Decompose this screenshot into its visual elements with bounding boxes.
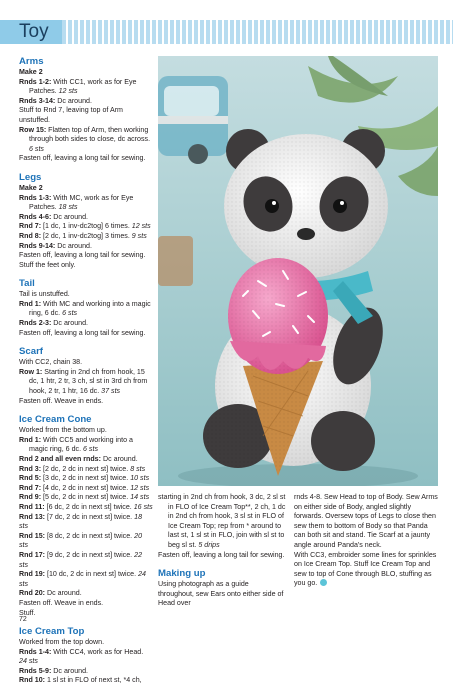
pattern-line bbox=[19, 589, 153, 599]
text-run: [3 dc, 2 dc in next st] twice. bbox=[41, 474, 131, 483]
text-run: Rnd 15: bbox=[19, 531, 46, 540]
text-run: Dc around. bbox=[51, 212, 88, 221]
text-run: Flatten top of Arm, then working through both sides to close, dc across. bbox=[29, 125, 151, 144]
text-run: [5 dc, 2 dc in next st] twice. bbox=[41, 493, 131, 502]
pattern-line bbox=[19, 106, 153, 125]
pattern-line bbox=[19, 551, 153, 570]
pattern-line bbox=[19, 368, 153, 397]
pattern-line bbox=[19, 455, 153, 465]
text-run: [10 dc, 2 dc in next st] twice. bbox=[45, 570, 139, 579]
pattern-line bbox=[19, 232, 153, 242]
text-run: 22 sts bbox=[19, 550, 143, 569]
text-run: Rnd 7: bbox=[19, 483, 42, 492]
text-run: Rnd 1: bbox=[19, 299, 42, 308]
pattern-line bbox=[19, 493, 153, 503]
text-run: Rnd 3: bbox=[19, 464, 42, 473]
text-run: Dc around. bbox=[55, 241, 92, 250]
text-run: 20 sts bbox=[19, 531, 143, 550]
pattern-line bbox=[19, 503, 153, 513]
text-run: 24 sts bbox=[19, 657, 38, 666]
section-heading: Legs bbox=[19, 171, 42, 183]
pattern-line bbox=[19, 436, 153, 455]
text-run: rnds 4-8. Sew Head to top of Body. Sew Arms on either side of Body, angled slightly forwards. Oversew tops of Legs to close then sew them to bottom of Body so that Panda can both sit and stand. Tie Scarf at a jaunty angle around Panda's neck. bbox=[294, 493, 438, 549]
text-run: Rnd 20: bbox=[19, 589, 46, 598]
text-run: Tail is unstuffed. bbox=[19, 290, 70, 299]
pattern-line bbox=[19, 251, 153, 261]
pattern-line bbox=[294, 551, 438, 589]
text-run: Starting in 2nd ch from hook, 15 dc, 1 htr, 2 tr, 3 ch, sl st in 3rd ch from hook, 2 tr, 1 htr, 16 dc. bbox=[29, 367, 148, 396]
text-run: [1 dc, 1 inv-dc2tog] 6 times. bbox=[41, 222, 132, 231]
text-run: Make 2 bbox=[19, 68, 43, 76]
text-run: Fasten off, leaving a long tail for sewing. bbox=[19, 154, 146, 163]
section-heading: Ice Cream Cone bbox=[19, 414, 92, 426]
text-run: Dc around. bbox=[101, 455, 138, 463]
text-run: With CC5 and working into a magic ring, 6 dc. bbox=[29, 435, 133, 454]
pattern-line bbox=[19, 609, 153, 619]
pattern-line bbox=[19, 329, 153, 339]
pattern-line bbox=[19, 213, 153, 223]
text-run: [7 dc, 2 dc in next st] twice. bbox=[45, 512, 135, 521]
text-run: Rnd 7: bbox=[19, 222, 42, 231]
page-number: 72 bbox=[19, 616, 27, 623]
text-run: Dc around. bbox=[51, 666, 88, 675]
text-run: [2 dc, 1 inv-dc2tog] 3 times. bbox=[41, 231, 132, 240]
pattern-line bbox=[19, 426, 153, 436]
header-title-box bbox=[0, 20, 62, 44]
pattern-line bbox=[19, 242, 153, 252]
text-run: With CC4, work as for Head. bbox=[51, 647, 144, 656]
text-run: With CC2, chain 38. bbox=[19, 358, 83, 367]
pattern-line bbox=[19, 358, 153, 368]
text-run: 10 sts bbox=[130, 474, 150, 483]
text-run: Rnd 9: bbox=[19, 493, 42, 502]
text-run: 6 sts bbox=[29, 144, 44, 153]
pattern-line bbox=[19, 97, 153, 107]
text-run: 6 sts bbox=[83, 445, 98, 454]
text-run: Dc around. bbox=[45, 589, 82, 598]
text-run: Stuff the feet only. bbox=[19, 260, 76, 269]
text-run: Rnd 13: bbox=[19, 512, 46, 521]
section-heading: Making up bbox=[158, 568, 206, 580]
end-of-pattern-icon bbox=[320, 579, 327, 586]
pattern-line bbox=[19, 68, 153, 78]
text-run: [9 dc, 2 dc in next st] twice. bbox=[45, 550, 135, 559]
text-run: Rnd 1: bbox=[19, 435, 42, 444]
pattern-line bbox=[19, 667, 153, 677]
text-run: 37 sts bbox=[101, 387, 121, 396]
text-run: Rnd 11: bbox=[19, 502, 45, 511]
text-run: Rnds 3-14: bbox=[19, 96, 56, 105]
text-run: 24 sts bbox=[19, 570, 146, 588]
pattern-line bbox=[19, 78, 153, 97]
text-run: Rnd 5: bbox=[19, 474, 42, 483]
text-run: Stuff to Rnd 7, leaving top of Arm unstuffed. bbox=[19, 106, 123, 124]
text-run: Row 1: bbox=[19, 367, 43, 376]
pattern-line bbox=[19, 676, 153, 686]
pattern-column-2 bbox=[158, 493, 286, 609]
section-heading: Tail bbox=[19, 278, 35, 290]
pattern-line bbox=[158, 580, 286, 609]
section-heading: Arms bbox=[19, 56, 44, 67]
panda-photo bbox=[158, 56, 438, 486]
text-run: Worked from the top down. bbox=[19, 638, 105, 647]
text-run: Dc around. bbox=[55, 96, 92, 105]
section-heading: Ice Cream Top bbox=[19, 626, 85, 638]
text-run: Fasten off. Weave in ends. bbox=[19, 396, 104, 405]
text-run: Rnd 19: bbox=[19, 570, 46, 579]
text-run: 12 sts bbox=[131, 222, 151, 231]
text-run: starting in 2nd ch from hook, 3 dc, 2 sl st in FLO of Ice Cream Top**, 2 ch, 1 dc in 2nd ch from hook, 3 sl st in FLO of Ice Cream Top; rep from * around to last st, 1 sl st in FLO, join with sl st to beg sl st. bbox=[158, 493, 286, 549]
text-run: Rnds 4-6: bbox=[19, 212, 52, 221]
pattern-line bbox=[19, 300, 153, 319]
text-run: Rnds 1-3: bbox=[19, 193, 52, 202]
section-heading: Scarf bbox=[19, 346, 43, 358]
pattern-line bbox=[19, 222, 153, 232]
text-run: [2 dc, 2 dc in next st] twice. bbox=[41, 464, 131, 473]
text-run: Rnd 8: bbox=[19, 231, 42, 240]
text-run: Stuff. bbox=[19, 608, 36, 617]
pattern-column-1 bbox=[19, 56, 153, 686]
text-run: 18 sts bbox=[19, 512, 143, 531]
text-run: Fasten off, leaving a long tail for sewing. bbox=[19, 251, 146, 260]
text-run: [6 dc, 2 dc in next st] twice. bbox=[44, 502, 134, 511]
pattern-line bbox=[19, 532, 153, 551]
panda-amigurumi-illustration bbox=[158, 56, 438, 486]
text-run: Rnd 10: bbox=[19, 676, 46, 685]
text-run: Dc around. bbox=[51, 319, 88, 328]
text-run: Fasten off, leaving a long tail for sewing. bbox=[19, 328, 146, 337]
pattern-line bbox=[19, 126, 153, 155]
pattern-line bbox=[294, 493, 438, 551]
text-run: 18 sts bbox=[58, 203, 78, 212]
text-run: 12 sts bbox=[58, 87, 78, 96]
pattern-line bbox=[19, 570, 153, 589]
pattern-line bbox=[19, 397, 153, 407]
pattern-line bbox=[19, 319, 153, 329]
text-run: With MC, work as for Eye Patches. bbox=[29, 193, 134, 212]
text-run: Rnd 2 and all even rnds: bbox=[19, 455, 101, 463]
text-run: Rnds 5-9: bbox=[19, 666, 52, 675]
text-run: With MC and working into a magic ring, 6 dc. bbox=[29, 299, 151, 318]
text-run: Worked from the bottom up. bbox=[19, 426, 107, 435]
text-run: 9 sts bbox=[131, 231, 147, 240]
text-run: 14 sts bbox=[130, 493, 150, 502]
text-run: Row 15: bbox=[19, 125, 47, 134]
text-run: [4 dc, 2 dc in next st] twice. bbox=[41, 483, 131, 492]
pattern-line bbox=[19, 599, 153, 609]
page-section-title: Toy bbox=[19, 21, 49, 42]
pattern-line bbox=[19, 513, 153, 532]
text-run: Rnds 1-2: bbox=[19, 77, 52, 86]
text-run: Rnd 17: bbox=[19, 550, 46, 559]
pattern-line bbox=[158, 493, 286, 551]
text-run: 6 sts bbox=[62, 309, 78, 318]
header-stripes bbox=[62, 20, 453, 44]
text-run: [8 dc, 2 dc in next st] twice. bbox=[45, 531, 135, 540]
text-run: Make 2 bbox=[19, 183, 43, 192]
text-run: Rnds 2-3: bbox=[19, 319, 52, 328]
text-run: With CC1, work as for Eye Patches. bbox=[29, 77, 137, 96]
text-run: Rnds 1-4: bbox=[19, 647, 52, 656]
text-run: 12 sts bbox=[130, 483, 150, 492]
text-run: 1 sl st in FLO of next st, *4 ch, bbox=[45, 676, 142, 685]
pattern-line bbox=[19, 648, 153, 667]
text-run: Rnds 9-14: bbox=[19, 241, 56, 250]
pattern-line bbox=[19, 465, 153, 475]
text-run: Fasten off, leaving a long tail for sewing. bbox=[158, 550, 285, 559]
pattern-line bbox=[19, 154, 153, 164]
pattern-line bbox=[19, 184, 153, 194]
text-run: 16 sts bbox=[133, 502, 153, 511]
header-bar bbox=[0, 20, 453, 44]
text-run: With CC3, embroider some lines for sprinkles on Ice Cream Top. Stuff Ice Cream Top and sew to top of Cone through BLO, stuffing as you go. bbox=[294, 550, 437, 588]
pattern-line bbox=[19, 261, 153, 271]
text-run: Using photograph as a guide throughout, sew Ears onto either side of Head over bbox=[158, 580, 284, 608]
pattern-line bbox=[19, 484, 153, 494]
pattern-line bbox=[19, 194, 153, 213]
text-run: 8 sts bbox=[130, 464, 146, 473]
text-run: Fasten off. Weave in ends. bbox=[19, 598, 104, 607]
pattern-column-3 bbox=[294, 493, 438, 589]
text-run: 5 drips bbox=[198, 540, 220, 549]
pattern-line bbox=[19, 290, 153, 300]
pattern-line bbox=[19, 474, 153, 484]
pattern-line bbox=[158, 551, 286, 561]
